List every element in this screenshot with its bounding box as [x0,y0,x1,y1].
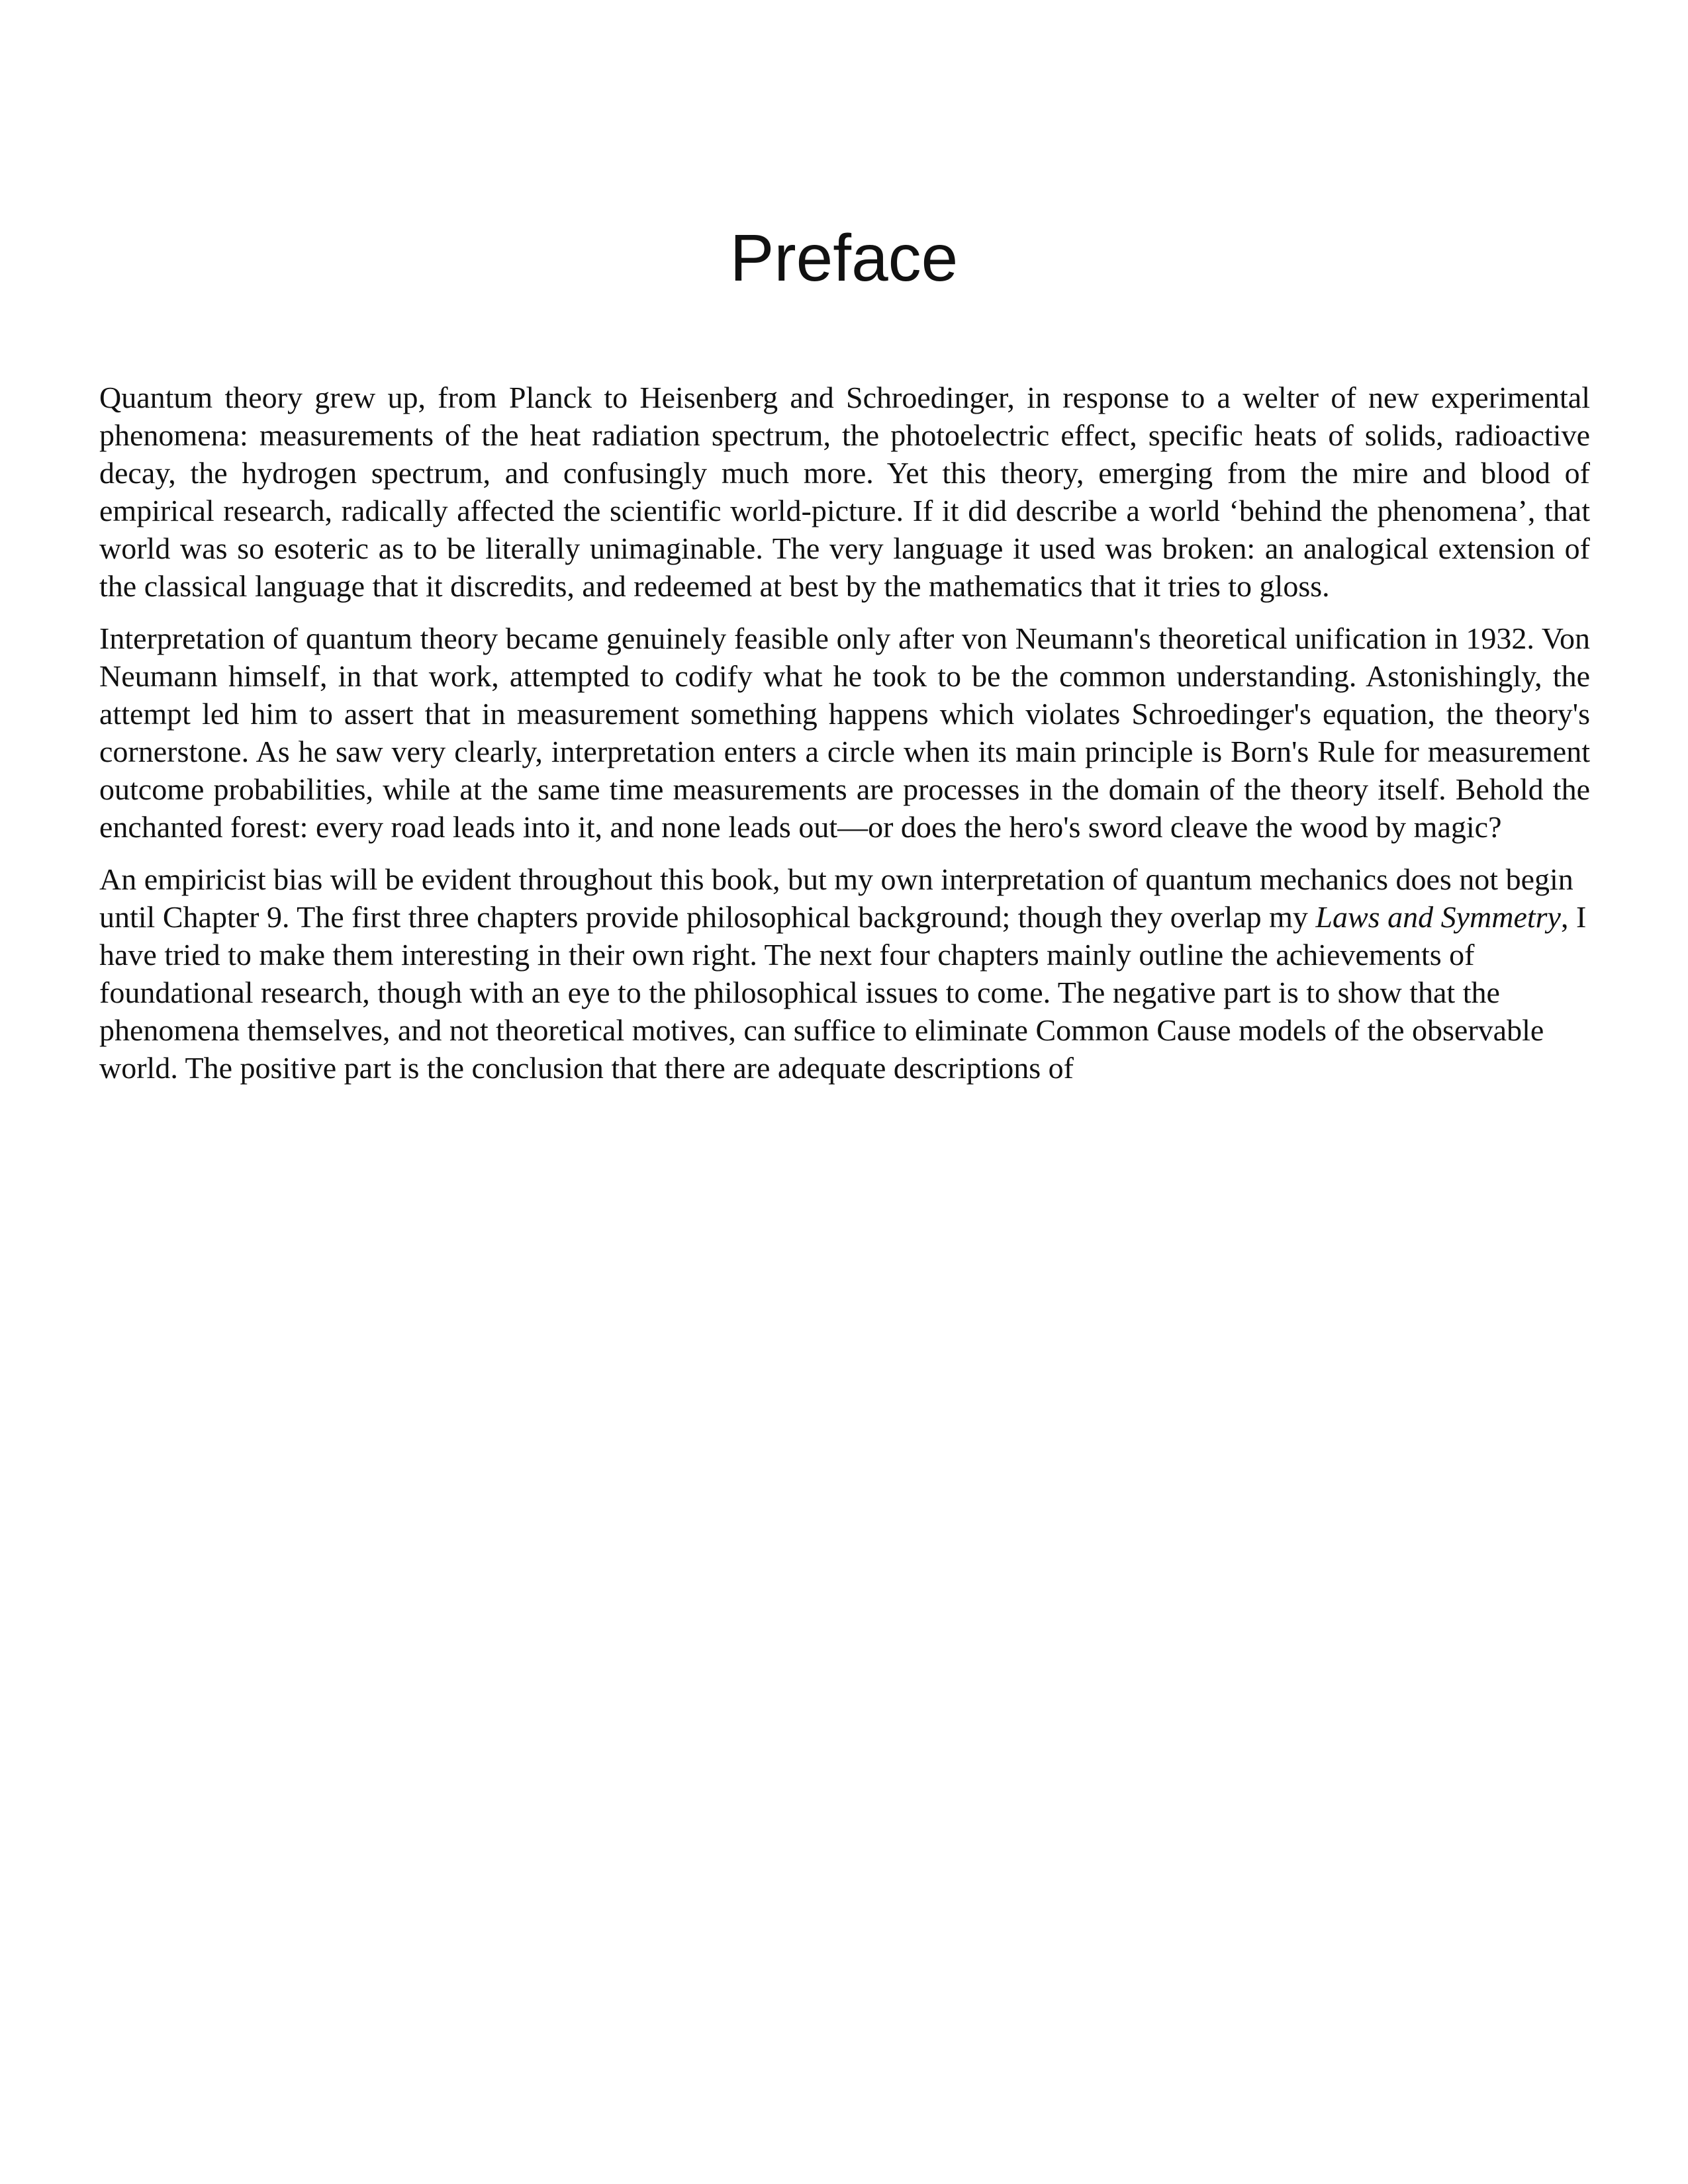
paragraph-3-text-after: , I have tried to make them interesting in their own right. The next four chapters mainly outline the achievements of foundational research, though with an eye to the philosophical issues to come. The negative part is to show that the phenomena themselves, and not theoretical motives, can suffice to eliminate Common Cause models of the observable world. The positive part is the conclusion that there are adequate descriptions of [99,900,1587,1085]
paragraph-3-text-before: An empiricist bias will be evident throughout this book, but my own interpretation of quantum mechanics does not begin until Chapter 9. The first three chapters provide philosophical background; though they overlap my [99,862,1573,934]
paragraph-3 [99,860,1590,1087]
paragraph-2: Interpretation of quantum theory became genuinely feasible only after von Neumann's theoretical unification in 1932. Von Neumann himself, in that work, attempted to codify what he took to be the common understanding. Astonishingly, the attempt led him to assert that in measurement something happens which violates Schroedinger's equation, the theory's cornerstone. As he saw very clearly, interpretation enters a circle when its main principle is Born's Rule for measurement outcome probabilities, while at the same time measurements are processes in the domain of the theory itself. Behold the enchanted forest: every road leads into it, and none leads out—or does the hero's sword cleave the wood by magic? [99,621,1590,844]
paragraph-1: Quantum theory grew up, from Planck to Heisenberg and Schroedinger, in response to a welter of new experimental phenomena: measurements of the heat radiation spectrum, the photoelectric effect, specific heats of solids, radioactive decay, the hydrogen spectrum, and confusingly much more. Yet this theory, emerging from the mire and blood of empirical research, radically affected the scientific world-picture. If it did describe a world ‘behind the phenomena’, that world was so esoteric as to be literally unimaginable. The very language it used was broken: an analogical extension of the classical language that it discredits, and redeemed at best by the mathematics that it tries to gloss. [99,381,1590,603]
preface-body [99,379,1590,1101]
book-title-italic: Laws and Symmetry [1315,900,1561,934]
page-title: Preface [729,221,959,295]
